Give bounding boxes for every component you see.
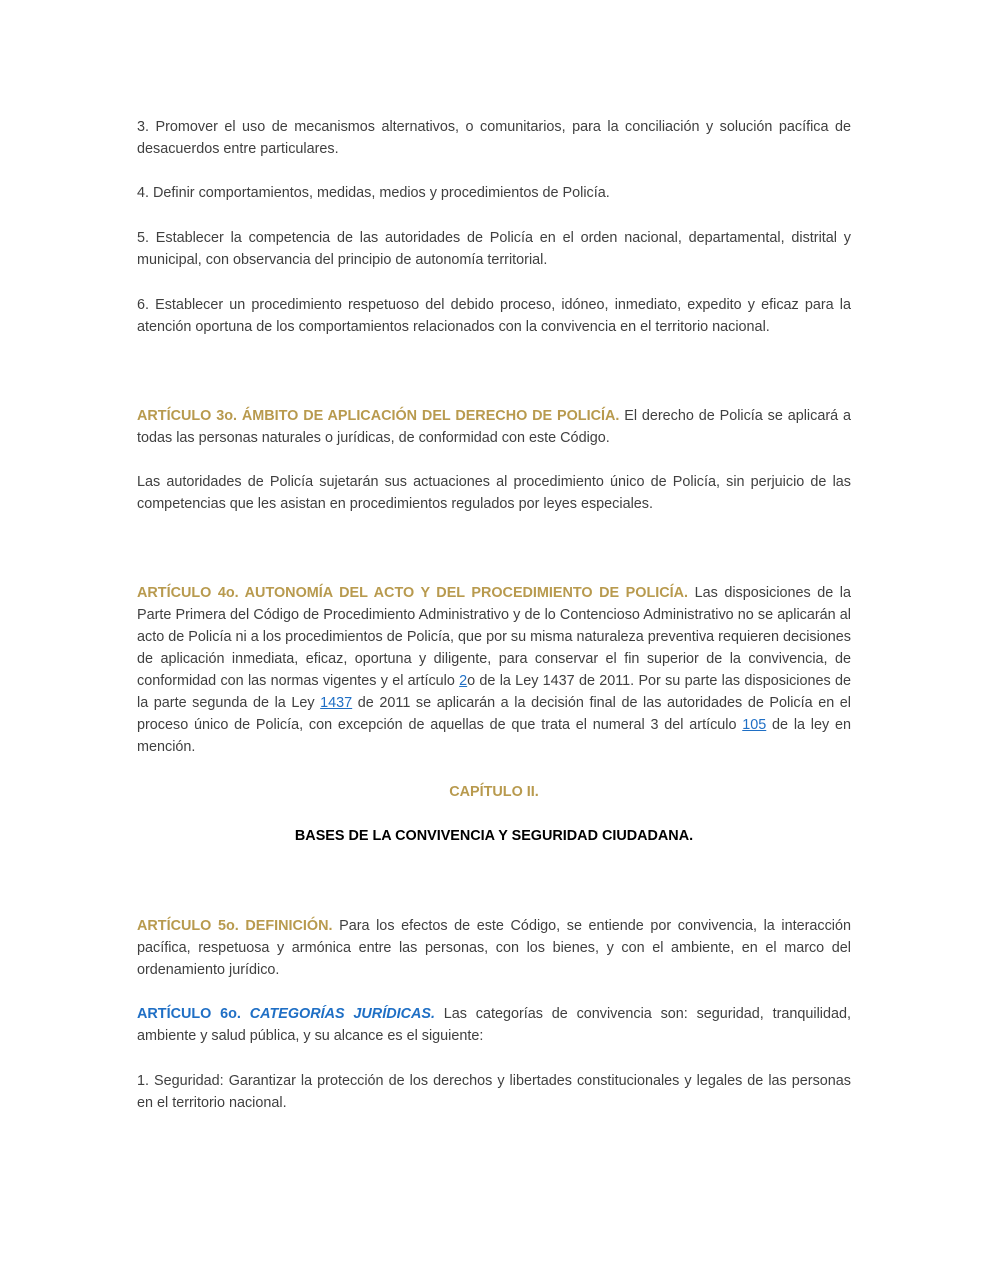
article-6-text: Las categorías de convivencia son: seguridad, tranquilidad, ambiente y salud pública, y su alcance es el siguiente: [137,1006,851,1044]
article-6-heading-italic: CATEGORÍAS JURÍDICAS. [240,1006,435,1022]
article-5-text: Para los efectos de este Código, se entiende por convivencia, la interacción pacífica, respetuosa y armónica entre las personas, con los bienes, y con el ambiente, en el marco del ordenamiento jurídico. [137,918,851,978]
article-3-paragraph-2: Las autoridades de Policía sujetarán sus actuaciones al procedimiento único de Policía, sin perjuicio de las competencias que les asistan en procedimientos regulados por leyes especiales. [137,474,851,512]
article-4-text-2: o de la Ley 1437 de 2011. Por su parte las disposiciones de la parte segunda de la Ley [137,673,851,711]
article-3-text: El derecho de Policía se aplicará a todas las personas naturales o jurídicas, de conformidad con este Código. [137,408,851,446]
document-page [137,116,851,1114]
article-4-heading: ARTÍCULO 4o. AUTONOMÍA DEL ACTO Y DEL PROCEDIMIENTO DE POLICÍA. [137,585,689,601]
article-4-text-4: de la ley en mención. [137,717,851,755]
law-1437-link[interactable]: 1437 [320,695,353,711]
article-4-text-1: Las disposiciones de la Parte Primera del Código de Procedimiento Administrativo y de lo Contencioso Administrativo no se aplicarán al acto de Policía ni a los procedimientos de Policía, que por su misma naturaleza preventiva requieren decisiones de aplicación inmediata, eficaz, oportuna y diligente, para conservar el fin superior de la convivencia, de conformidad con las normas vigentes y el artículo [137,585,851,689]
chapter-title: CAPÍTULO II. [449,784,539,800]
article-5-heading: ARTÍCULO 5o. DEFINICIÓN. [137,918,333,934]
article-4-paragraph [137,582,851,758]
article-6-item-1: 1. Seguridad: Garantizar la protección de los derechos y libertades constitucionales y legales de las personas en el territorio nacional. [137,1073,851,1111]
article-3-heading: ARTÍCULO 3o. ÁMBITO DE APLICACIÓN DEL DERECHO DE POLICÍA. [137,408,620,424]
article-105-link[interactable]: 105 [742,717,767,733]
article-6-paragraph [137,1003,851,1047]
article-6-heading: ARTÍCULO 6o. [137,1006,241,1022]
list-item-3: 3. Promover el uso de mecanismos alternativos, o comunitarios, para la conciliación y solución pacífica de desacuerdos entre particulares. [137,119,851,157]
list-item-4: 4. Definir comportamientos, medidas, medios y procedimientos de Policía. [137,185,610,201]
article-2-link[interactable]: 2 [459,673,468,689]
article-3-paragraph [137,405,851,449]
article-4-text-3: de 2011 se aplicarán a la decisión final de las autoridades de Policía en el proceso único de Policía, con excepción de aquellas de que trata el numeral 3 del artículo [137,695,851,733]
list-item-6: 6. Establecer un procedimiento respetuoso del debido proceso, idóneo, inmediato, expedito y eficaz para la atención oportuna de los comportamientos relacionados con la convivencia en el territorio nacional. [137,297,851,335]
article-5-paragraph [137,915,851,981]
list-item-5: 5. Establecer la competencia de las autoridades de Policía en el orden nacional, departamental, distrital y municipal, con observancia del principio de autonomía territorial. [137,230,851,268]
chapter-subtitle: BASES DE LA CONVIVENCIA Y SEGURIDAD CIUDADANA. [294,828,694,844]
